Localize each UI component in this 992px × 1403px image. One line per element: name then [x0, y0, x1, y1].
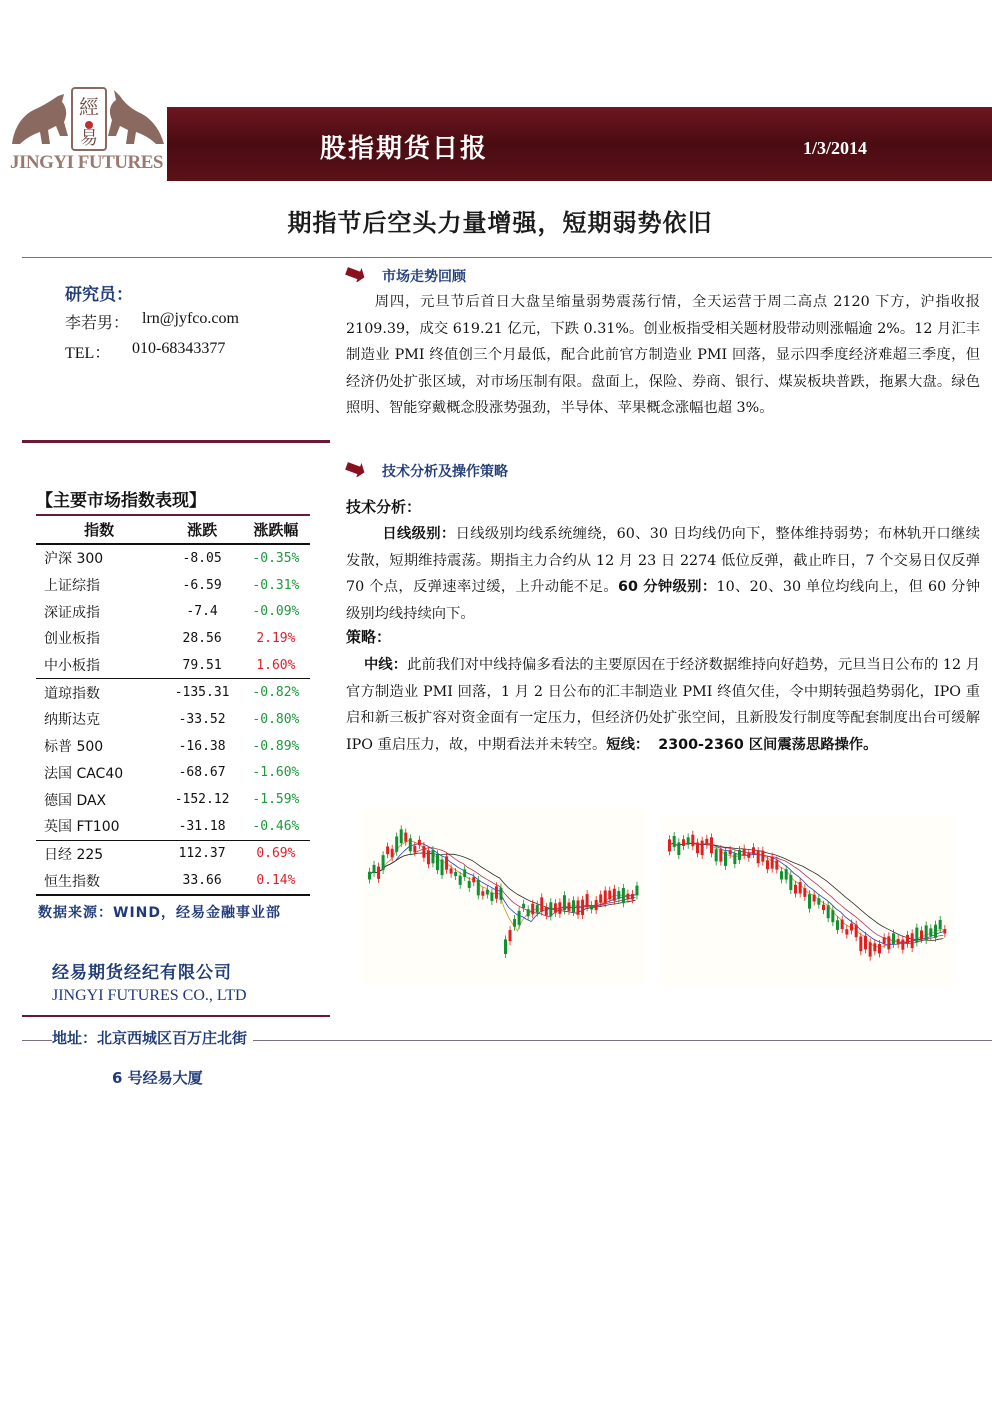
- candle-body: [859, 936, 862, 951]
- market-review-body: 周四，元旦节后首日大盘呈缩量弱势震荡行情，全天运营于周二高点 2120 下方，沪指收报 2109.39，成交 619.21 亿元，下跌 0.31%。创业板指受相关题材股带动则涨幅逾 2%。12 月汇丰制造业 PMI 终值创三个月最低，配合此前官方制造业 PMI 回落，显示四季度经济难超三季度，但经济仍处扩张区域，对市场压制有限。盘面上，保险、券商、银行、煤炭板块普跌，拖累大盘。绿色照明、智能穿戴概念股涨势强劲，半导体、苹果概念涨幅也超 3%。: [346, 294, 980, 416]
- candle-body: [595, 900, 598, 910]
- candle-body: [943, 929, 946, 933]
- candle-body: [413, 846, 416, 853]
- candle-body: [431, 850, 434, 863]
- company-name-cn: 经易期货经纪有限公司: [52, 963, 232, 983]
- index-name-cell: 德国 DAX: [44, 792, 107, 809]
- index-change-cell: -68.67: [178, 765, 226, 781]
- daily-text: 日线级别均线系统缠绕，60、30 日均线仍向下，整体维持弱势；布林轨开口继续发散，短期维持震荡。期指主力合约从 12 月 23 日 2274 低位反弹，截止昨日，7 个交易日仅反弹 70 个点，反弹速率过缓，上升动能不足。: [346, 526, 980, 595]
- index-name-cell: 日经 225: [36, 840, 162, 867]
- candle-body: [766, 860, 769, 869]
- candle-body: [373, 865, 376, 873]
- candle-body: [382, 855, 385, 870]
- short-label: 短线：: [606, 736, 650, 753]
- candle-body: [567, 902, 570, 910]
- index-pct-cell: -1.60%: [252, 765, 300, 781]
- candle-body: [531, 904, 534, 915]
- address-line-1: 地址：北京西城区百万庄北街: [52, 1027, 253, 1048]
- candle-body: [747, 853, 750, 858]
- table-row: [36, 706, 310, 733]
- candle-body: [377, 867, 380, 879]
- candle-body: [472, 877, 475, 882]
- candle-body: [705, 839, 708, 845]
- candle-body: [855, 925, 858, 938]
- index-table: [36, 514, 310, 896]
- svg-text:經: 經: [79, 95, 99, 119]
- index-change-cell: -152.12: [174, 792, 230, 808]
- table-row: [36, 760, 310, 787]
- logo-text: JINGYI FUTURES: [10, 152, 163, 173]
- report-title: 股指期货日报: [320, 134, 489, 164]
- candle-body: [897, 939, 900, 944]
- candle-body: [911, 933, 914, 948]
- divider: [22, 257, 330, 258]
- candle-body: [883, 937, 886, 944]
- candle-body: [581, 900, 584, 915]
- candle-body: [687, 837, 690, 844]
- candle-body: [481, 891, 484, 895]
- tech-section-title: 技术分析及操作策略: [382, 464, 508, 480]
- candle-body: [527, 909, 530, 916]
- column-header-pct: 涨跌幅: [242, 515, 310, 544]
- candle-body: [468, 881, 471, 888]
- report-date: 1/3/2014: [803, 138, 868, 158]
- strategy-text: [346, 652, 980, 758]
- index-pct-cell: 0.69%: [242, 840, 310, 867]
- table-row: [36, 867, 310, 895]
- table-row: [36, 786, 310, 813]
- candle-body: [813, 895, 816, 902]
- candle-body: [799, 882, 802, 893]
- arrow-bullet-icon: [345, 266, 365, 282]
- index-change-cell: 112.37: [162, 840, 241, 867]
- section-separator: [22, 440, 330, 443]
- candle-body: [590, 905, 593, 909]
- candle-body: [831, 910, 834, 922]
- index-change-cell: 79.51: [182, 657, 222, 673]
- candle-body: [743, 849, 746, 856]
- minute-candlestick-chart: [662, 816, 954, 986]
- candle-body: [920, 930, 923, 938]
- candle-body: [499, 888, 502, 900]
- tel-label: TEL：: [65, 345, 111, 362]
- candle-body: [518, 911, 521, 925]
- candle-body: [715, 849, 718, 861]
- candle-body: [934, 925, 937, 938]
- company-name-en: JINGYI FUTURES CO., LTD: [52, 987, 247, 1004]
- candle-body: [929, 928, 932, 936]
- daily-label: 日线级别：: [382, 526, 456, 542]
- strategy-label: 策略：: [346, 628, 392, 646]
- candle-body: [901, 940, 904, 950]
- min60-label: 60 分钟级别：: [618, 579, 717, 595]
- candle-body: [490, 893, 493, 901]
- candle-body: [873, 943, 876, 951]
- candle-body: [794, 885, 797, 894]
- candle-body: [757, 851, 760, 863]
- market-review-text: [346, 289, 980, 422]
- index-name-cell: 沪深 300: [44, 551, 104, 568]
- candle-body: [558, 902, 561, 914]
- candle-body: [450, 868, 453, 873]
- index-pct-cell: 0.14%: [242, 867, 310, 895]
- candle-body: [724, 852, 727, 866]
- candle-body: [887, 936, 890, 949]
- candle-body: [540, 897, 543, 911]
- candle-body: [729, 850, 732, 854]
- candle-body: [925, 925, 928, 940]
- divider: [330, 257, 992, 258]
- table-row: [36, 652, 310, 679]
- candle-body: [939, 920, 942, 929]
- candle-body: [719, 849, 722, 861]
- candle-body: [906, 935, 909, 944]
- candle-body: [545, 907, 548, 915]
- index-change-cell: -6.59: [182, 577, 222, 593]
- candle-body: [386, 846, 389, 854]
- tech-analysis-label: 技术分析：: [346, 498, 422, 516]
- table-row: [36, 625, 310, 652]
- index-table-title: 【主要市场指数表现】: [36, 491, 206, 511]
- candle-body: [549, 902, 552, 916]
- candle-body: [486, 890, 489, 895]
- index-change-cell: -7.4: [186, 604, 218, 620]
- candle-body: [404, 833, 407, 842]
- candle-body: [845, 929, 848, 934]
- table-row: [36, 598, 310, 625]
- index-pct-cell: 2.19%: [256, 630, 296, 646]
- candle-body: [864, 936, 867, 950]
- candle-body: [733, 853, 736, 864]
- data-source: 数据来源：WIND，经易金融事业部: [38, 905, 281, 921]
- column-header-name: 指数: [36, 515, 162, 544]
- address-line-2: 6 号经易大厦: [112, 1069, 203, 1087]
- candle-body: [789, 875, 792, 890]
- header-bar: [167, 107, 992, 181]
- index-name-cell: 道琼指数: [36, 679, 162, 706]
- index-change-cell: -135.31: [162, 679, 241, 706]
- candle-body: [572, 900, 575, 912]
- candle-body: [677, 842, 680, 855]
- index-name-cell: 法国 CAC40: [44, 765, 124, 782]
- index-pct-cell: -0.09%: [252, 604, 300, 620]
- index-name-cell: 上证综指: [44, 578, 100, 595]
- candle-body: [368, 872, 371, 880]
- candle-body: [395, 836, 398, 851]
- moving-average-line: [368, 841, 636, 931]
- section-separator: [22, 1015, 330, 1017]
- researcher-email[interactable]: lrn@jyfco.com: [142, 310, 239, 327]
- candle-body: [463, 869, 466, 877]
- arrow-bullet-icon: [345, 461, 365, 477]
- main-title: 期指节后空头力量增强，短期弱势依旧: [287, 209, 713, 237]
- mid-text: 此前我们对中线持偏多看法的主要原因在于经济数据维持向好趋势，元旦当日公布的 12 月官方制造业 PMI 回落，1 月 2 日公布的汇丰制造业 PMI 终值欠佳，令中期转强趋势弱化，IPO 重启和新三板扩容对资金面有一定压力，但经济仍处扩张空间，且新股发行制度等配套制度出台可缓解 IPO 重启压力，故，中期看法并未转空。: [346, 657, 981, 753]
- candle-body: [836, 920, 839, 930]
- candle-body: [617, 891, 620, 899]
- candle-body: [673, 836, 676, 847]
- index-name-cell: 深证成指: [44, 604, 100, 621]
- candle-body: [761, 851, 764, 862]
- candle-body: [626, 894, 629, 899]
- candle-body: [608, 891, 611, 900]
- index-pct-cell: -1.59%: [252, 792, 300, 808]
- candle-body: [696, 843, 699, 854]
- candle-body: [563, 895, 566, 910]
- index-name-cell: 恒生指数: [36, 867, 162, 895]
- candle-body: [752, 847, 755, 854]
- index-change-cell: 33.66: [162, 867, 241, 895]
- candle-body: [701, 841, 704, 855]
- candle-body: [445, 856, 448, 869]
- candle-body: [400, 829, 403, 843]
- candle-body: [808, 894, 811, 908]
- candle-body: [441, 860, 444, 876]
- index-name-cell: 英国 FT100: [44, 819, 120, 836]
- index-name-cell: 标普 500: [44, 739, 104, 756]
- candle-body: [710, 837, 713, 853]
- candle-body: [513, 919, 516, 927]
- candle-body: [668, 839, 671, 851]
- index-change-cell: -16.38: [178, 738, 226, 754]
- min60-text: 10、20、30 单位均线向上，但 60 分钟级别均线持续向下。: [346, 579, 980, 622]
- candle-body: [536, 905, 539, 913]
- tel-value: 010-68343377: [132, 340, 226, 357]
- table-row: [36, 733, 310, 760]
- candle-body: [827, 905, 830, 918]
- table-row: [36, 840, 310, 867]
- candle-body: [422, 846, 425, 858]
- candle-body: [775, 861, 778, 870]
- candle-body: [631, 894, 634, 899]
- index-change-cell: -31.18: [178, 818, 226, 834]
- table-row: [36, 679, 310, 706]
- table-row: [36, 544, 310, 572]
- candle-body: [738, 850, 741, 860]
- candle-body: [691, 835, 694, 846]
- column-header-change: 涨跌: [162, 515, 241, 544]
- candle-body: [869, 942, 872, 956]
- candle-body: [841, 920, 844, 929]
- table-row: [36, 813, 310, 840]
- candle-body: [599, 895, 602, 903]
- candle-body: [427, 850, 430, 864]
- candle-body: [878, 944, 881, 953]
- candle-body: [504, 939, 507, 954]
- market-review-title: 市场走势回顾: [382, 269, 466, 285]
- candle-body: [522, 904, 525, 908]
- candle-body: [892, 933, 895, 944]
- index-pct-cell: -0.46%: [252, 818, 300, 834]
- index-name-cell: 创业板指: [44, 631, 100, 648]
- mid-label: 中线：: [364, 657, 408, 673]
- candle-body: [554, 903, 557, 912]
- candle-body: [817, 898, 820, 904]
- candle-body: [477, 880, 480, 895]
- candle-body: [604, 890, 607, 903]
- index-change-cell: -8.05: [182, 550, 222, 566]
- index-name-cell: 纳斯达克: [44, 712, 100, 729]
- researcher-name: 李若男：: [65, 313, 130, 332]
- candle-body: [771, 857, 774, 869]
- index-pct-cell: -0.82%: [242, 679, 310, 706]
- candle-body: [459, 876, 462, 885]
- candle-body: [803, 888, 806, 897]
- candle-body: [577, 900, 580, 914]
- index-change-cell: -33.52: [178, 711, 226, 727]
- researcher-label: 研究员：: [65, 285, 133, 305]
- svg-text:易: 易: [80, 128, 98, 149]
- candle-body: [785, 869, 788, 879]
- index-pct-cell: -0.89%: [252, 738, 300, 754]
- index-pct-cell: -0.35%: [252, 550, 300, 566]
- index-change-cell: 28.56: [182, 630, 222, 646]
- tech-analysis-text: [346, 521, 980, 627]
- short-text: 2300-2360 区间震荡思路操作。: [658, 736, 878, 753]
- table-row: [36, 572, 310, 599]
- candle-body: [495, 886, 498, 898]
- candle-body: [436, 854, 439, 870]
- candle-body: [622, 888, 625, 903]
- candle-body: [509, 930, 512, 941]
- candle-body: [682, 839, 685, 846]
- candle-body: [409, 838, 412, 851]
- candle-body: [850, 924, 853, 931]
- index-name-cell: 中小板指: [44, 658, 100, 675]
- candle-body: [613, 889, 616, 901]
- candle-body: [780, 871, 783, 879]
- candle-body: [822, 905, 825, 910]
- index-pct-cell: 1.60%: [256, 657, 296, 673]
- candle-body: [454, 872, 457, 876]
- candle-body: [635, 886, 638, 896]
- index-pct-cell: -0.31%: [252, 577, 300, 593]
- daily-candlestick-chart: [362, 809, 646, 985]
- index-pct-cell: -0.80%: [252, 711, 300, 727]
- candle-body: [586, 894, 589, 907]
- candle-body: [391, 849, 394, 858]
- candle-body: [418, 840, 421, 845]
- candle-body: [915, 928, 918, 943]
